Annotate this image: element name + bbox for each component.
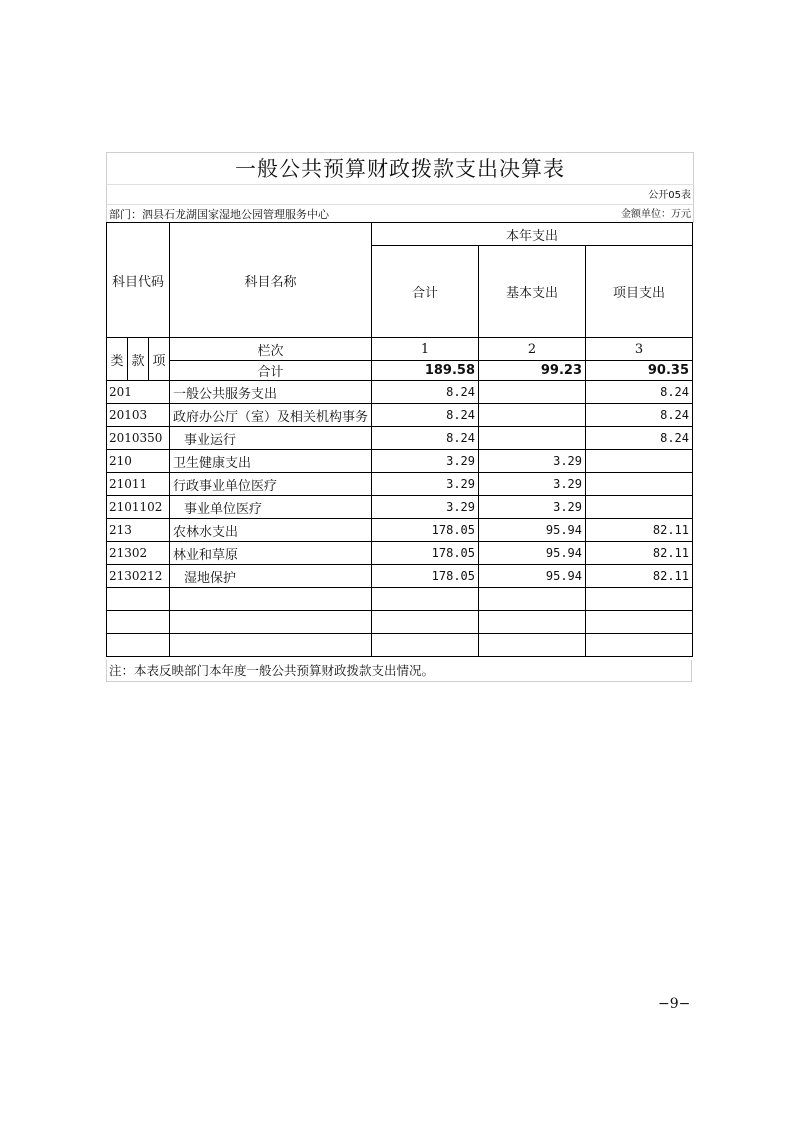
report-title: 一般公共预算财政拨款支出决算表 <box>106 152 694 185</box>
row-basic: 3.29 <box>479 473 586 496</box>
empty-cell <box>479 588 586 611</box>
header-current-year-expense: 本年支出 <box>372 223 693 246</box>
empty-row <box>107 611 693 634</box>
row-project <box>586 450 693 473</box>
header-col-2: 2 <box>479 338 586 361</box>
row-basic: 95.94 <box>479 565 586 588</box>
empty-row <box>107 588 693 611</box>
row-project <box>586 473 693 496</box>
row-project: 82.11 <box>586 519 693 542</box>
row-name: 事业单位医疗 <box>170 496 372 519</box>
sum-label: 合计 <box>170 361 372 381</box>
row-code: 2101102 <box>107 496 170 519</box>
row-total: 3.29 <box>372 473 479 496</box>
empty-cell <box>586 634 693 657</box>
header-subject-code: 科目代码 <box>107 223 170 338</box>
table-row <box>107 404 693 427</box>
empty-cell <box>107 588 170 611</box>
row-name: 林业和草原 <box>170 542 372 565</box>
row-name: 一般公共服务支出 <box>170 381 372 404</box>
empty-cell <box>170 588 372 611</box>
row-code: 213 <box>107 519 170 542</box>
amount-unit: 金额单位：万元 <box>621 209 691 220</box>
empty-cell <box>107 634 170 657</box>
row-name: 农林水支出 <box>170 519 372 542</box>
sum-project: 90.35 <box>586 361 693 381</box>
row-basic: 3.29 <box>479 450 586 473</box>
row-total: 8.24 <box>372 404 479 427</box>
department-name: 部门：泗县石龙湖国家湿地公园管理服务中心 <box>109 208 329 221</box>
sum-basic: 99.23 <box>479 361 586 381</box>
row-total: 178.05 <box>372 565 479 588</box>
footnote: 注：本表反映部门本年度一般公共预算财政拨款支出情况。 <box>106 660 692 682</box>
row-name: 卫生健康支出 <box>170 450 372 473</box>
empty-cell <box>372 634 479 657</box>
row-total: 178.05 <box>372 542 479 565</box>
row-basic <box>479 404 586 427</box>
table-code-line <box>106 184 694 205</box>
row-total: 8.24 <box>372 381 479 404</box>
row-name: 行政事业单位医疗 <box>170 473 372 496</box>
row-total: 8.24 <box>372 427 479 450</box>
table-row <box>107 450 693 473</box>
header-lei: 类 <box>107 338 128 381</box>
row-code: 2130212 <box>107 565 170 588</box>
table-row <box>107 565 693 588</box>
empty-cell <box>586 588 693 611</box>
header-col-3: 3 <box>586 338 693 361</box>
row-code: 21011 <box>107 473 170 496</box>
page-number: −9− <box>658 996 691 1012</box>
row-name: 事业运行 <box>170 427 372 450</box>
row-project <box>586 496 693 519</box>
table-code: 公开05表 <box>648 190 691 201</box>
header-xiang: 项 <box>149 338 170 381</box>
header-kuan: 款 <box>128 338 149 381</box>
row-total: 178.05 <box>372 519 479 542</box>
empty-cell <box>170 611 372 634</box>
expense-table <box>106 222 693 657</box>
row-basic: 95.94 <box>479 542 586 565</box>
table-row <box>107 519 693 542</box>
empty-row <box>107 634 693 657</box>
table-row <box>107 473 693 496</box>
row-basic <box>479 427 586 450</box>
row-basic: 95.94 <box>479 519 586 542</box>
header-project-expense: 项目支出 <box>586 246 693 338</box>
empty-cell <box>372 588 479 611</box>
header-subject-name: 科目名称 <box>170 223 372 338</box>
row-project: 8.24 <box>586 404 693 427</box>
row-code: 21302 <box>107 542 170 565</box>
table-row <box>107 542 693 565</box>
table-row <box>107 381 693 404</box>
table-row <box>107 427 693 450</box>
row-project: 82.11 <box>586 542 693 565</box>
header-column-index: 栏次 <box>170 338 372 361</box>
table-row <box>107 496 693 519</box>
row-project: 82.11 <box>586 565 693 588</box>
row-code: 20103 <box>107 404 170 427</box>
row-code: 2010350 <box>107 427 170 450</box>
row-name: 湿地保护 <box>170 565 372 588</box>
row-code: 210 <box>107 450 170 473</box>
row-basic <box>479 381 586 404</box>
row-name: 政府办公厅（室）及相关机构事务 <box>170 404 372 427</box>
row-basic: 3.29 <box>479 496 586 519</box>
row-total: 3.29 <box>372 496 479 519</box>
empty-cell <box>170 634 372 657</box>
empty-cell <box>586 611 693 634</box>
department-line <box>106 204 694 223</box>
sum-total: 189.58 <box>372 361 479 381</box>
empty-cell <box>107 611 170 634</box>
row-project: 8.24 <box>586 427 693 450</box>
empty-cell <box>479 634 586 657</box>
empty-cell <box>372 611 479 634</box>
header-col-1: 1 <box>372 338 479 361</box>
row-project: 8.24 <box>586 381 693 404</box>
row-code: 201 <box>107 381 170 404</box>
header-total: 合计 <box>372 246 479 338</box>
empty-cell <box>479 611 586 634</box>
row-total: 3.29 <box>372 450 479 473</box>
header-basic-expense: 基本支出 <box>479 246 586 338</box>
